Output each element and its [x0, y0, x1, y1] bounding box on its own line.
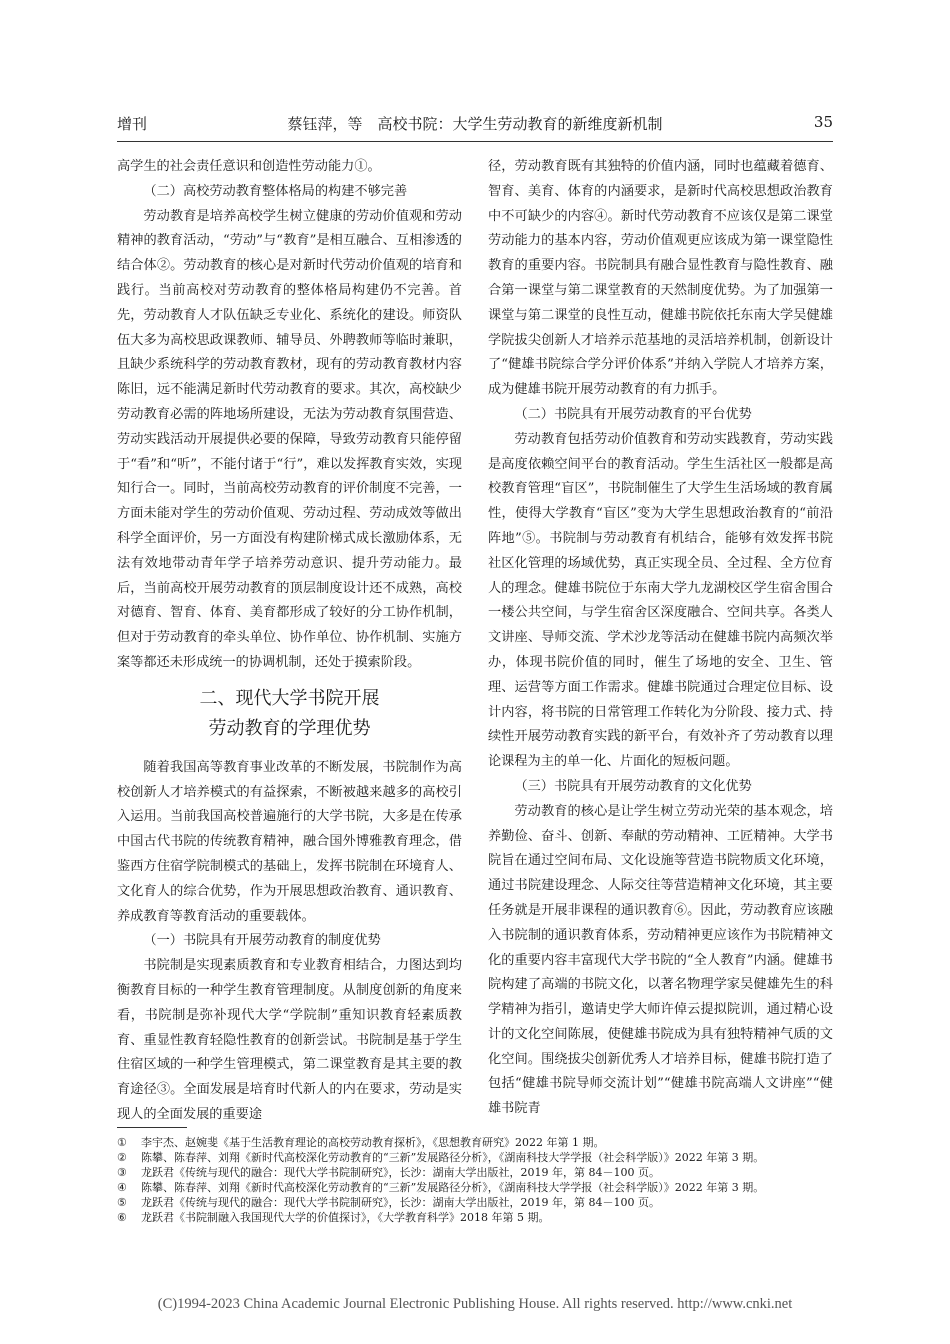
footnote-mark: ④	[117, 1181, 127, 1194]
left-column	[117, 155, 462, 1128]
footnote	[117, 1135, 833, 1150]
footnote-text: 李宇杰、赵婉斐《基于生活教育理论的高校劳动教育探析》，《思想教育研究》2022 年第 1 期。	[141, 1136, 605, 1149]
footnote	[117, 1195, 833, 1210]
right-column	[488, 155, 833, 1122]
footnote-text: 陈攀、陈春萍、刘翔《新时代高校深化劳动教育的“三新”发展路径分析》，《湖南科技大学学报（社会科学版）》2022 年第 3 期。	[141, 1151, 765, 1164]
header-rule	[117, 141, 833, 142]
subsection-heading: （一）书院具有开展劳动教育的制度优势	[143, 933, 381, 949]
footnote	[117, 1180, 833, 1195]
subsection-heading: （二）高校劳动教育整体格局的构建不够完善	[143, 183, 408, 199]
footnote-mark: ①	[117, 1136, 127, 1149]
subsection-heading: （三）书院具有开展劳动教育的文化优势	[514, 778, 752, 794]
footnote-mark: ②	[117, 1151, 127, 1164]
paragraph: 劳动教育包括劳动价值教育和劳动实践教育，劳动实践是高度依赖空间平台的教育活动。学生生活社区一般都是高校教育管理“盲区”，书院制催生了大学生生活场域的教育属性，使得大学教育“盲区”变为大学生思想政治教育的“前沿阵地”⑤。书院制与劳动教育有机结合，能够有效发挥书院社区化管理的场域优势，真正实现全员、全过程、全方位育人的理念。健雄书院位于东南大学九龙湖校区学生宿舍围合一楼公共空间，与学生宿舍区深度融合、空间共享。各类人文讲座、导师交流、学术沙龙等活动在健雄书院内高频次举办，体现书院价值的同时，催生了场地的安全、卫生、管理、运营等方面工作需求。健雄书院通过合理定位目标、设计内容，将书院的日常管理工作转化为分阶段、接力式、持续性开展劳动教育实践的新平台，有效补齐了劳动教育以理论课程为主的单一化、片面化的短板问题。	[488, 431, 833, 770]
footnote-text: 陈攀、陈春萍、刘翔《新时代高校深化劳动教育的“三新”发展路径分析》，《湖南科技大学学报（社会科学版）》2022 年第 3 期。	[141, 1181, 765, 1194]
footnote-rule	[117, 1127, 187, 1128]
footnote-text: 龙跃君《传统与现代的融合：现代大学书院制研究》，长沙：湖南大学出版社，2019 年，第 84－100 页。	[141, 1166, 660, 1179]
paragraph: 劳动教育的核心是让学生树立劳动光荣的基本观念，培养勤俭、奋斗、创新、奉献的劳动精神、工匠精神。大学书院旨在通过空间布局、文化设施等营造书院物质文化环境，通过书院建设理念、人际交往等营造精神文化环境，其主要任务就是开展非课程的通识教育⑥。因此，劳动教育应该融入书院制的通识教育体系，劳动精神更应该作为书院精神文化的重要内容丰富现代大学书院的“全人教育”内涵。健雄书院构建了高端的书院文化，以著名物理学家吴健雄先生的科学精神为指引，邀请史学大师许倬云提拟院训，通过精心设计的文化空间陈展，使健雄书院成为具有独特精神气质的文化空间。围绕拔尖创新优秀人才培养目标，健雄书院打造了包括“健雄书院导师交流计划”“健雄书院高端人文讲座”“健雄书院青	[488, 803, 833, 1117]
section-title-line: 二、现代大学书院开展	[199, 687, 380, 709]
copyright-notice: (C)1994-2023 China Academic Journal Electronic Publishing House. All rights reserved. http://www.cnki.net	[157, 1296, 793, 1312]
running-header	[117, 113, 833, 143]
paragraph: 随着我国高等教育事业改革的不断发展，书院制作为高校创新人才培养模式的有益探索，不断被越来越多的高校引入运用。当前我国高校普遍施行的大学书院，大多是在传承中国古代书院的传统教育精神，融合国外博雅教育理念，借鉴西方住宿学院制模式的基础上，发挥书院制在环境育人、文化育人的综合优势，作为开展思想政治教育、通识教育、养成教育等教育活动的重要载体。	[117, 759, 462, 924]
footnote	[117, 1165, 833, 1180]
section-title-line: 劳动教育的学理优势	[208, 717, 371, 739]
footnotes	[117, 1135, 833, 1225]
paragraph: 径，劳动教育既有其独特的价值内涵，同时也蕴藏着德育、智育、美育、体育的内涵要求，是新时代高校思想政治教育中不可缺少的内容④。新时代劳动教育不应该仅是第二课堂劳动能力的基本内容，劳动价值观更应该成为第一课堂隐性教育的重要内容。书院制具有融合显性教育与隐性教育、融合第一课堂与第二课堂教育的天然制度优势。为了加强第一课堂与第二课堂的良性互动，健雄书院依托东南大学吴健雄学院拔尖创新人才培养示范基地的灵活培养机制，创新设计了“健雄书院综合学分评价体系”并纳入学院人才培养方案，成为健雄书院开展劳动教育的有力抓手。	[488, 159, 833, 398]
footnote-mark: ⑥	[117, 1211, 127, 1224]
journal-issue-label: 增刊	[117, 115, 148, 133]
footnote-text: 龙跃君《传统与现代的融合：现代大学书院制研究》，长沙：湖南大学出版社，2019 年，第 84－100 页。	[141, 1196, 660, 1209]
footnote	[117, 1150, 833, 1165]
footnote-mark: ③	[117, 1166, 127, 1179]
footnote-mark: ⑤	[117, 1196, 127, 1209]
paragraph: 书院制是实现素质教育和专业教育相结合，力图达到均衡教育目标的一种学生教育管理制度。从制度创新的角度来看，书院制是弥补现代大学“学院制”重知识教育轻素质教育、重显性教育轻隐性教育的创新尝试。书院制是基于学生住宿区域的一种学生管理模式，第二课堂教育是其主要的教育途径③。全面发展是培育时代新人的内在要求，劳动是实现人的全面发展的重要途	[117, 958, 462, 1122]
running-title: 蔡钰萍，等 高校书院：大学生劳动教育的新维度新机制	[287, 115, 663, 133]
paragraph: 高学生的社会责任意识和创造性劳动能力①。	[117, 159, 381, 174]
section-title	[117, 684, 462, 744]
paragraph: 劳动教育是培养高校学生树立健康的劳动价值观和劳动精神的教育活动，“劳动”与“教育”是相互融合、互相渗透的结合体②。劳动教育的核心是对新时代劳动价值观的培育和践行。当前高校对劳动教育的整体格局构建仍不完善。首先，劳动教育人才队伍缺乏专业化、系统化的建设。师资队伍大多为高校思政课教师、辅导员、外聘教师等临时兼职，且缺少系统科学的劳动教育教材，现有的劳动教育教材内容陈旧，远不能满足新时代劳动教育的要求。其次，高校缺少劳动教育必需的阵地场所建设，无法为劳动教育氛围营造、劳动实践活动开展提供必要的保障，导致劳动教育只能停留于“看”和“听”，不能付诸于“行”，难以发挥教育实效，实现知行合一。同时，当前高校劳动教育的评价制度不完善，一方面未能对学生的劳动价值观、劳动过程、劳动成效等做出科学全面评价，另一方面没有构建阶梯式成长激励体系，无法有效地带动青年学子培养劳动意识、提升劳动能力。最后，当前高校开展劳动教育的顶层制度设计还不成熟，高校对德育、智育、体育、美育都形成了较好的分工协作机制，但对于劳动教育的牵头单位、协作单位、协作机制、实施方案等都还未形成统一的协调机制，还处于摸索阶段。	[117, 208, 462, 670]
page-number: 35	[813, 113, 833, 131]
subsection-heading: （二）书院具有开展劳动教育的平台优势	[514, 406, 752, 422]
footnote	[117, 1210, 833, 1225]
footnote-text: 龙跃君《书院制融入我国现代大学的价值探讨》，《大学教育科学》2018 年第 5 期。	[141, 1211, 550, 1224]
